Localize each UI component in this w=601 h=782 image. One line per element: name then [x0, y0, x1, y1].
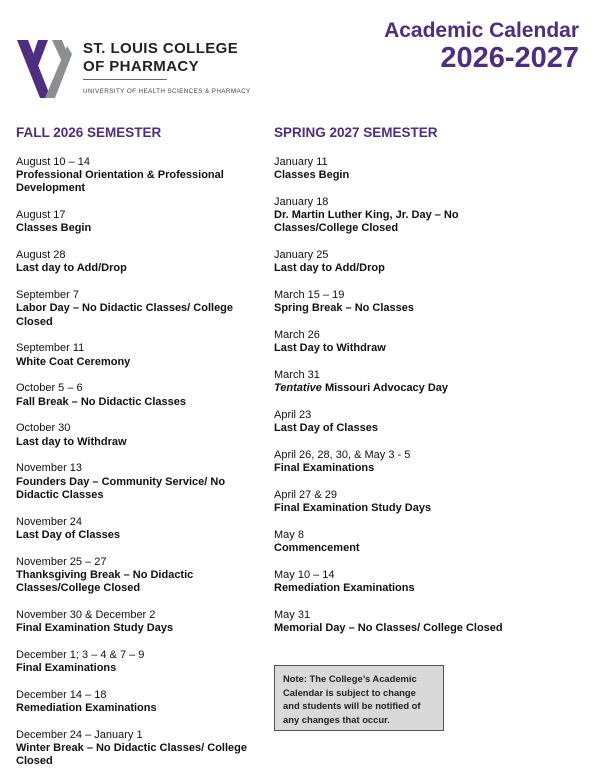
- entry-date: December 14 – 18: [16, 688, 107, 701]
- entry-event-text: Missouri Advocacy Day: [321, 382, 449, 395]
- entry-date: November 13: [16, 462, 83, 475]
- entry-date: March 26: [274, 329, 320, 342]
- entry-date: August 10 – 14: [16, 156, 91, 168]
- entry-date: May 10 – 14: [274, 569, 335, 582]
- entry-event: Labor Day – No Didactic Classes/ College Closed: [16, 302, 234, 328]
- entry-date: August 17: [16, 209, 66, 222]
- calendar-entry: [274, 249, 514, 275]
- calendar-entry: [274, 569, 514, 595]
- entry-date: November 25 – 27: [16, 555, 107, 568]
- logo-divider: [83, 79, 167, 80]
- entry-event: Final Examinations: [274, 462, 375, 475]
- entry-date: November 30 & December 2: [16, 608, 156, 621]
- logo-tagline: UNIVERSITY OF HEALTH SCIENCES & PHARMACY: [83, 88, 251, 95]
- calendar-entry: [274, 449, 514, 475]
- entry-event: Thanksgiving Break – No Didactic Classes/College Closed: [16, 568, 194, 595]
- college-logo: [15, 38, 280, 100]
- entry-event-qualifier: Tentative: [274, 382, 322, 395]
- entry-date: January 11: [274, 156, 328, 168]
- entry-event: Memorial Day – No Classes/ College Closed: [274, 622, 503, 635]
- calendar-entry: [16, 156, 256, 196]
- entry-date: April 23: [274, 409, 312, 422]
- entry-event: Remediation Examinations: [274, 582, 415, 595]
- entry-event: Last day to Withdraw: [16, 435, 127, 448]
- calendar-entry: [16, 422, 256, 448]
- entry-date: January 18: [274, 196, 329, 208]
- calendar-entry: [16, 462, 256, 502]
- spring-semester-column: [274, 125, 514, 649]
- calendar-entry: [16, 289, 256, 329]
- logo-text-line1: ST. LOUIS COLLEGE: [83, 40, 239, 57]
- calendar-entry: [274, 289, 514, 315]
- fall-semester-column: [16, 125, 256, 782]
- spring-semester-title: SPRING 2027 SEMESTER: [274, 125, 438, 140]
- calendar-entry: [16, 729, 256, 769]
- entry-date: October 5 – 6: [16, 382, 83, 395]
- entry-date: March 31: [274, 369, 320, 382]
- calendar-change-note: Note: The College’s Academic Calendar is subject to change and students will be notified of any changes that occur.: [274, 665, 444, 731]
- entry-event: Commencement: [274, 542, 360, 555]
- calendar-entry: [274, 609, 514, 635]
- entry-event: Remediation Examinations: [16, 702, 157, 715]
- entry-date: March 15 – 19: [274, 289, 345, 302]
- calendar-entry: [16, 516, 256, 542]
- entry-event: Last Day of Classes: [16, 528, 120, 541]
- academic-year: 2026-2027: [440, 42, 579, 74]
- entry-event: Last day to Add/Drop: [274, 262, 385, 275]
- entry-date: May 8: [274, 529, 304, 542]
- entry-event: Fall Break – No Didactic Classes: [16, 395, 186, 408]
- calendar-entry: [16, 649, 256, 675]
- entry-event: [274, 382, 514, 395]
- entry-date: May 31: [274, 609, 311, 622]
- entry-event: Final Examination Study Days: [16, 622, 174, 635]
- entry-date: December 1; 3 – 4 & 7 – 9: [16, 648, 145, 661]
- entry-event: Founders Day – Community Service/ No Didactic Classes: [16, 475, 226, 501]
- calendar-entry: [16, 382, 256, 408]
- entry-event: Last Day of Classes: [274, 422, 378, 435]
- calendar-entry: [16, 342, 256, 368]
- entry-event: Last Day to Withdraw: [274, 342, 386, 355]
- entry-date: August 28: [16, 249, 66, 262]
- entry-date: October 30: [16, 422, 71, 435]
- entry-date: April 27 & 29: [274, 489, 337, 502]
- calendar-entry: [16, 556, 256, 596]
- entry-event: Last day to Add/Drop: [16, 262, 127, 275]
- entry-date: January 25: [274, 249, 329, 262]
- entry-date: September 11: [16, 342, 85, 355]
- calendar-entry: [16, 609, 256, 635]
- page-title: Academic Calendar: [384, 19, 579, 42]
- entry-event: Classes Begin: [274, 169, 350, 182]
- calendar-entry: [274, 529, 514, 555]
- calendar-entry: [16, 209, 256, 235]
- entry-event: Final Examination Study Days: [274, 502, 432, 515]
- logo-mark-icon: [15, 38, 75, 100]
- entry-event: Spring Break – No Classes: [274, 302, 415, 315]
- entry-event: Dr. Martin Luther King, Jr. Day – No Classes/College Closed: [274, 209, 459, 235]
- entry-event: White Coat Ceremony: [16, 355, 131, 368]
- calendar-entry: [274, 329, 514, 355]
- fall-semester-title: FALL 2026 SEMESTER: [16, 125, 162, 140]
- logo-text-line2: OF PHARMACY: [83, 58, 200, 75]
- entry-date: December 24 – January 1: [16, 728, 143, 741]
- calendar-entry: [274, 196, 514, 236]
- entry-event: Final Examinations: [16, 662, 117, 675]
- calendar-entry: [274, 369, 514, 395]
- calendar-entry: [274, 489, 514, 515]
- entry-date: September 7: [16, 289, 79, 302]
- calendar-entry: [274, 409, 514, 435]
- entry-event: Classes Begin: [16, 222, 92, 235]
- entry-date: April 26, 28, 30, & May 3 - 5: [274, 449, 411, 462]
- calendar-entry: [16, 689, 256, 715]
- calendar-entry: [16, 249, 256, 275]
- entry-event: Professional Orientation & Professional Development: [16, 169, 224, 195]
- entry-date: November 24: [16, 515, 83, 528]
- entry-event: Winter Break – No Didactic Classes/ College Closed: [16, 742, 247, 768]
- calendar-entry: [274, 156, 514, 182]
